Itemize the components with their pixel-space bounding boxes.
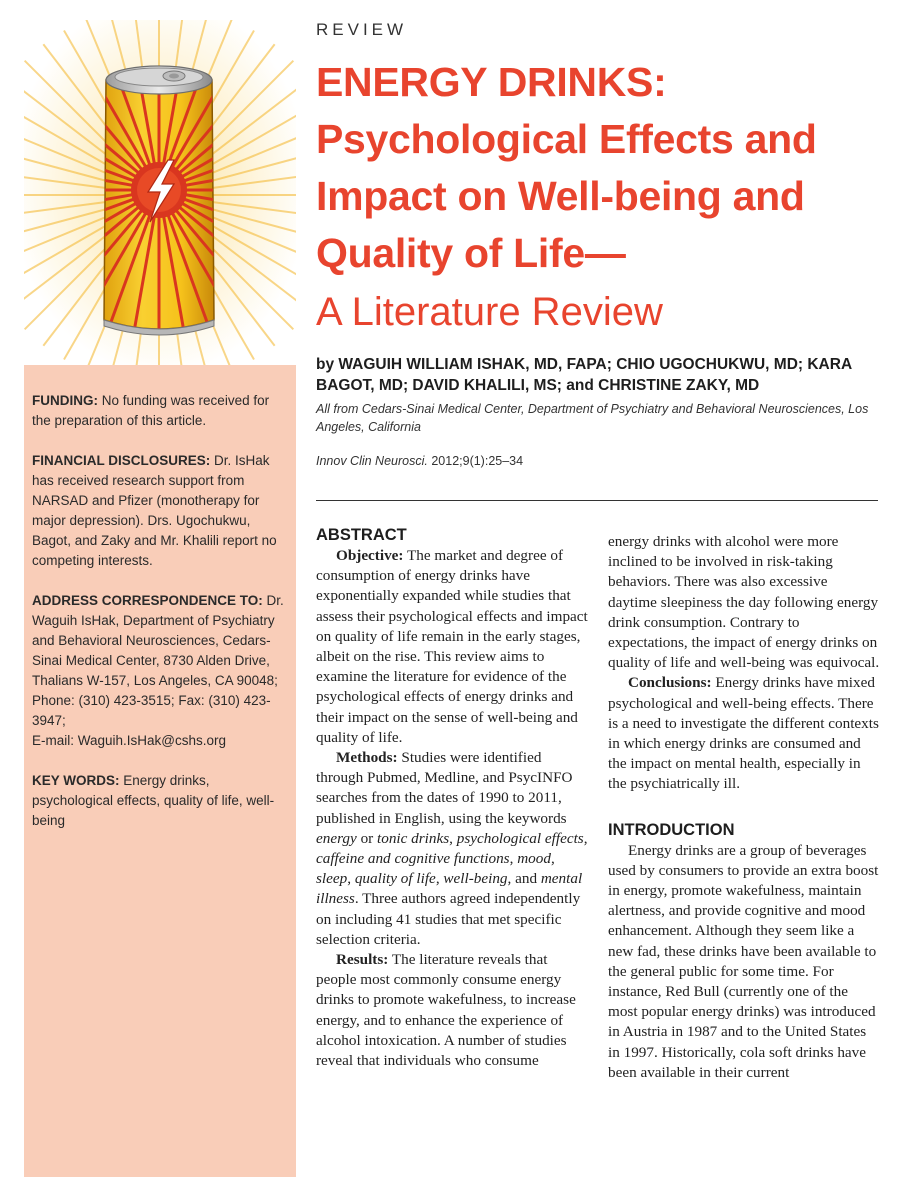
results-label: Results:	[336, 951, 389, 969]
keyword-term: energy	[316, 829, 357, 847]
disclosures-text: Dr. IsHak has received research support from NARSAD and Pfizer (monotherapy for major depression). Drs. Ugochukwu, Bagot, and Zaky and Mr. Khalili report no competing interests.	[32, 453, 277, 568]
keyword-term: quality of life	[354, 870, 436, 888]
objective-text: The market and degree of consumption of energy drinks have exponentially expanded while studies that assess their psychological effects and impact on quality of life remain in the early stages, albeit on the rise. This review aims to examine the literature for evidence of the psychological effects of energy drinks and their impact on the sense of well-being and quality of life.	[316, 547, 588, 746]
methods-text-continued: . Three authors agreed independently on including 41 studies that met specific selection criteria.	[316, 890, 581, 948]
keyword-term: tonic drinks	[377, 829, 450, 847]
citation-details: 2012;9(1):25–34	[427, 454, 524, 468]
disclosures-label: FINANCIAL DISCLOSURES:	[32, 453, 211, 468]
results-paragraph-continued: energy drinks with alcohol were more inclined to be involved in risk-taking behaviors. There was also excessive daytime sleepiness the day following energy drink consumption. Contrary to expectations, the impact of energy drinks on quality of life and well-being was equivocal.	[608, 533, 880, 672]
citation-journal: Innov Clin Neurosci.	[316, 454, 428, 468]
phone-fax-text: Phone: (310) 423-3515; Fax: (310) 423-3947;	[32, 693, 271, 728]
financial-disclosures	[32, 451, 288, 571]
article-info-sidebar	[24, 365, 296, 1177]
title-line: Quality of Life—	[316, 230, 626, 276]
abstract-heading: ABSTRACT	[316, 526, 407, 544]
address-label: ADDRESS CORRESPONDENCE TO:	[32, 593, 263, 608]
title-line: Psychological Effects and	[316, 116, 817, 162]
email-text: E-mail: Waguih.IsHak@cshs.org	[32, 733, 227, 748]
energy-drink-can-illustration	[24, 20, 296, 365]
introduction-heading: INTRODUCTION	[608, 820, 735, 839]
article-title	[316, 54, 886, 282]
keyword-separator: ,	[509, 850, 518, 868]
keywords-text: Energy drinks, psychological effects, quality of life, well-being	[32, 773, 275, 828]
methods-text: Studies were identified through Pubmed, Medline, and PsycINFO searches from the dates of 1990 to 2011, published in English, using the keywords	[316, 749, 573, 827]
section-kicker: REVIEW	[316, 20, 408, 39]
funding-statement	[32, 391, 288, 431]
keyword-connector: or	[356, 829, 378, 847]
address-correspondence	[32, 591, 288, 751]
keywords-label: KEY WORDS:	[32, 773, 120, 788]
affiliation: All from Cedars-Sinai Medical Center, Department of Psychiatry and Behavioral Neurosciences, Los Angeles, California	[316, 402, 869, 434]
abstract-column-left	[316, 524, 588, 1071]
keyword-separator: ,	[449, 829, 457, 847]
keyword-term: mental illness	[316, 870, 583, 908]
funding-text: No funding was received for the preparation of this article.	[32, 393, 270, 428]
keyword-term: sleep	[316, 870, 348, 888]
keyword-connector: , and	[507, 870, 541, 888]
keyword-term: caffeine and cognitive functions	[316, 850, 510, 868]
objective-paragraph	[316, 546, 588, 748]
results-text: The literature reveals that people most commonly consume energy drinks to promote wakefulness, to increase energy, and to enhance the experience of alcohol intoxication. A number of studies reveal that individuals who consume	[316, 951, 576, 1070]
keywords	[32, 771, 288, 831]
abstract-column-right	[608, 532, 880, 1083]
keyword-separator: ,	[583, 829, 588, 847]
methods-label: Methods:	[336, 749, 398, 767]
conclusions-paragraph	[608, 673, 880, 794]
address-text: Dr. Waguih IsHak, Department of Psychiatry and Behavioral Neurosciences, Cedars-Sinai Medical Center, 8730 Alden Drive, Thalians W-157, Los Angeles, CA 90048;	[32, 593, 284, 688]
article-header	[316, 18, 886, 470]
results-paragraph	[316, 950, 588, 1071]
can-graphic	[24, 20, 296, 365]
title-line: ENERGY DRINKS:	[316, 59, 667, 105]
introduction-paragraph: Energy drinks are a group of beverages used by consumers to provide an extra boost in energy, promote wakefulness, maintain alertness, and provide cognitive and mood enhancement. Although they seem like a new fad, these drinks have been available to the general public for some time. For instance, Red Bull (currently one of the most popular energy drinks) was introduced in Austria in 1987 and to the United States in 1997. Historically, cola soft drinks have been available in their current	[608, 841, 879, 1081]
author-list: by WAGUIH WILLIAM ISHAK, MD, FAPA; CHIO UGOCHUKWU, MD; KARA BAGOT, MD; DAVID KHALILI, MS; and CHRISTINE ZAKY, MD	[316, 356, 852, 394]
funding-label: FUNDING:	[32, 393, 98, 408]
article-subtitle: A Literature Review	[316, 290, 663, 334]
keyword-separator: ,	[347, 870, 355, 888]
conclusions-text: Energy drinks have mixed psychological and well-being effects. There is a need to investigate the different contexts in which energy drinks are consumed and the impact on mental health, especially in the psychiatrically ill.	[608, 674, 879, 793]
methods-paragraph	[316, 748, 588, 950]
title-line: Impact on Well-being and	[316, 173, 805, 219]
keyword-term: mood	[517, 850, 551, 868]
keyword-term: psychological effects	[456, 829, 584, 847]
citation	[316, 452, 886, 470]
keyword-separator: ,	[550, 850, 555, 868]
objective-label: Objective:	[336, 547, 404, 564]
conclusions-label: Conclusions:	[628, 674, 712, 692]
header-divider	[316, 500, 878, 501]
keyword-separator: ,	[435, 870, 444, 888]
keyword-term: well-being	[443, 870, 508, 888]
